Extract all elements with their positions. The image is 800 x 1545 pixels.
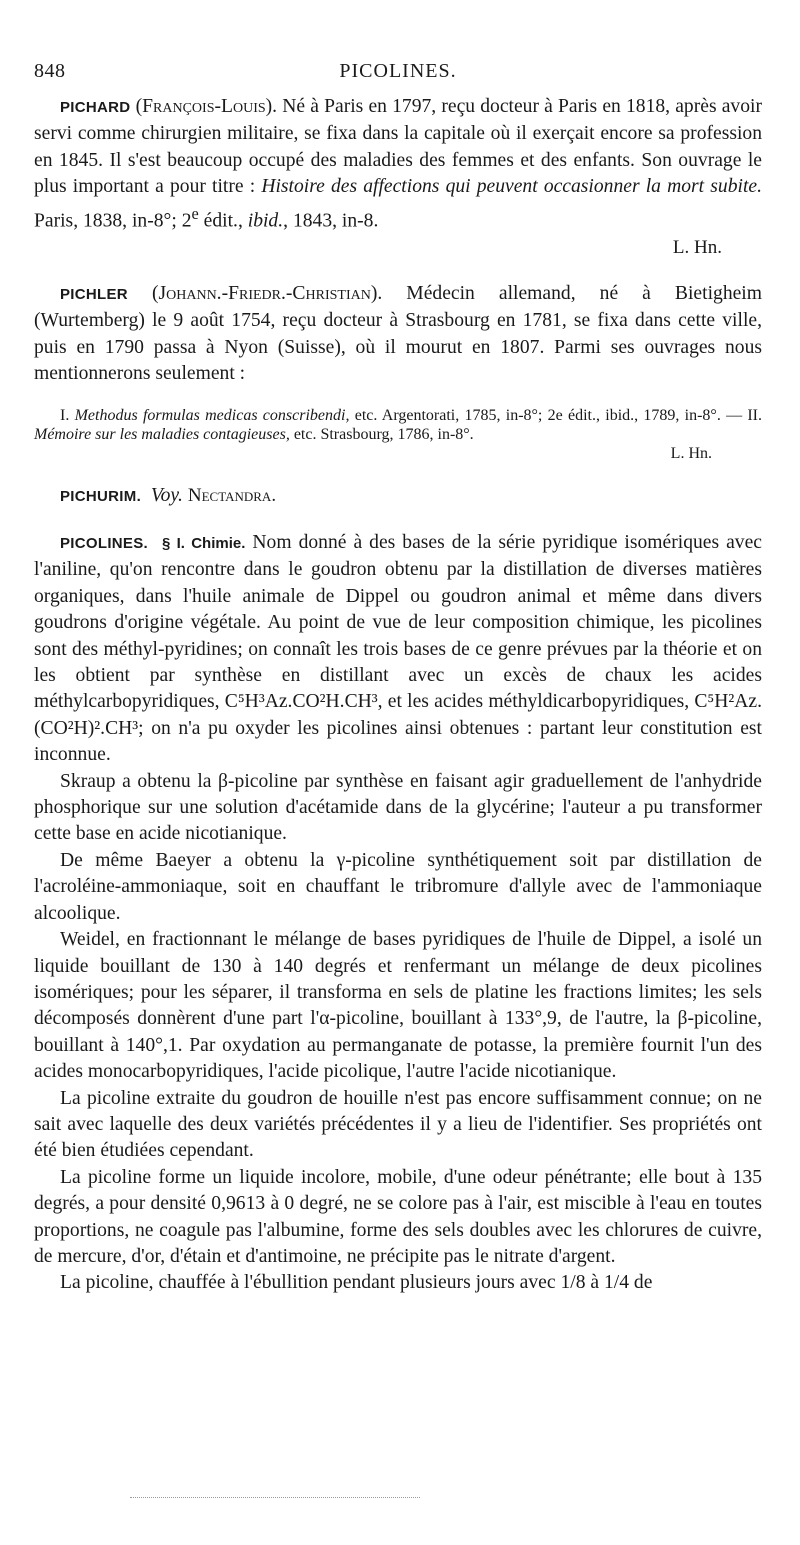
author-signature: L. Hn.: [672, 236, 722, 258]
superscript: e: [191, 203, 199, 223]
entry-picolines: [34, 530, 762, 1297]
section-heading: § I. Chimie.: [162, 535, 246, 552]
entry-body-text: Paris, 1838, in-8°; 2: [34, 210, 192, 232]
page-number: 848: [34, 60, 66, 82]
entry-head-word: PICHLER: [60, 285, 128, 303]
ibid-italic: ibid.: [247, 210, 284, 232]
entry-body-text: , 1843, in-8.: [283, 210, 379, 232]
entry-body-text: édit.,: [198, 210, 248, 232]
entry-pichler-text: [34, 281, 762, 388]
entry-pichard: [34, 94, 762, 261]
picolines-paragraph-6: La picoline forme un liquide incolore, mobile, d'une odeur pénétrante; elle bout à 135 degrés, a pour densité 0,9613 à 0 degré, ne se colore pas à l'air, est miscible à l'eau en toutes proportions, ne coagule pas l'albumine, forme des sels doubles avec les chlorures de cuivre, de mercure, d'or, d'étain et d'antimoine, ne précipite pas le nitrate d'argent.: [34, 1166, 762, 1267]
picolines-paragraph-3: De même Baeyer a obtenu la γ-picoline synthétiquement soit par distillation de l'acroléine-ammoniaque, soit en chauffant le tribromure d'allyle avec de l'ammoniaque alcoolique.: [34, 849, 762, 924]
cross-reference-link[interactable]: Nectandra.: [187, 484, 277, 506]
entry-body-text: Médecin allemand, né à Bietigheim (Wurtemberg) le 9 août 1754, reçu docteur à Strasbourg en 1781, se fixa dans cette ville, puis en 1790 passa à Nyon (Suisse), où il mourut en 1807. Parmi ses ouvrages nous mentionnerons seulement :: [34, 282, 762, 385]
voy-italic: Voy.: [150, 484, 183, 506]
picolines-paragraph-1: [34, 530, 762, 769]
entry-pichard-text: [34, 94, 762, 261]
picolines-paragraph-7: La picoline, chauffée à l'ébullition pendant plusieurs jours avec 1/8 à 1/4 de: [60, 1272, 653, 1294]
running-title: PICOLINES.: [339, 60, 457, 82]
author-signature: L. Hn.: [670, 444, 712, 462]
biblio-title: Mémoire sur les maladies contagieuses,: [34, 425, 290, 443]
entry-pichurim-text: [34, 483, 762, 510]
picolines-paragraph-5: La picoline extraite du goudron de houille n'est pas encore suffisamment connue; on ne sait avec laquelle des deux variétés précédentes il y a lieu de l'identifier. Ses propriétés ont été bien étudiées cependant.: [34, 1087, 762, 1162]
picolines-paragraph-4: Weidel, en fractionnant le mélange de bases pyridiques de l'huile de Dippel, a isolé un liquide bouillant de 130 à 140 degrés et renfermant un mélange de deux picolines isomériques; pour les séparer, il transforma en sels de platine les fractions limites; les sels décomposés donnèrent d'une part l'α-picoline, bouillant à 133°,9, de l'autre, la β-picoline, bouillant à 140°,1. Par oxydation au permanganate de potasse, la première fournit l'un des acides monocarbopyridiques, l'acide picolique, l'autre l'acide nicotianique.: [34, 929, 762, 1083]
footer-divider: [130, 1497, 420, 1498]
entry-head-word: PICOLINES.: [60, 535, 149, 552]
biblio-text: I.: [60, 406, 75, 424]
entry-names: (François-Louis).: [135, 96, 278, 117]
entry-names: (Johann.-Friedr.-Christian).: [151, 282, 383, 304]
entry-body-text: Né à Paris en 1797, reçu docteur à Paris en 1818, après avoir servi comme chirurgien militaire, se fixa dans la capitale où il exerçait encore sa profession en 1845. Il s'est beaucoup occupé des maladies des femmes et des enfants. Son ouvrage le plus important a pour titre :: [34, 96, 762, 198]
work-title: Histoire des affections qui peuvent occasionner la mort subite.: [261, 176, 762, 198]
entry-pichler: [34, 281, 762, 463]
biblio-title: Methodus formulas medicas conscribendi,: [74, 406, 350, 424]
biblio-text: etc. Argentorati, 1785, in-8°; 2e édit., ibid., 1789, in-8°. — II.: [349, 406, 763, 424]
running-head: [34, 60, 762, 94]
paragraph-text: Nom donné à des bases de la série pyridique isomériques avec l'aniline, qu'on rencontre dans le goudron obtenu par la distillation de diverses matières organiques, dans l'huile animale de Dippel ou goudron animal et même dans divers goudrons d'origine végétale. Au point de vue de leur composition chimique, les picolines sont des méthyl-pyridines; on connaît les trois bases de ce genre prévues par la théorie et on les obtient par synthèse en distillant avec un excès de chaux les acides méthylcarbopyridiques, C⁵H³Az.CO²H.CH³, et les acides méthyldicarbopyridiques, C⁵H²Az.(CO²H)².CH³; on n'a pu oxyder les picolines ainsi obtenues : partant leur constitution est inconnue.: [34, 532, 762, 766]
entry-head-word: PICHURIM.: [60, 487, 142, 505]
bibliography: [34, 406, 762, 463]
entry-pichurim: [34, 483, 762, 510]
biblio-text: etc. Strasbourg, 1786, in-8°.: [289, 425, 474, 443]
picolines-paragraph-2: Skraup a obtenu la β-picoline par synthèse en faisant agir graduellement de l'anhydride phosphorique sur une solution d'acétamide dans de la glycérine; l'auteur a pu transformer cette base en acide nicotianique.: [34, 770, 762, 845]
entry-head-word: PICHARD: [60, 99, 131, 116]
